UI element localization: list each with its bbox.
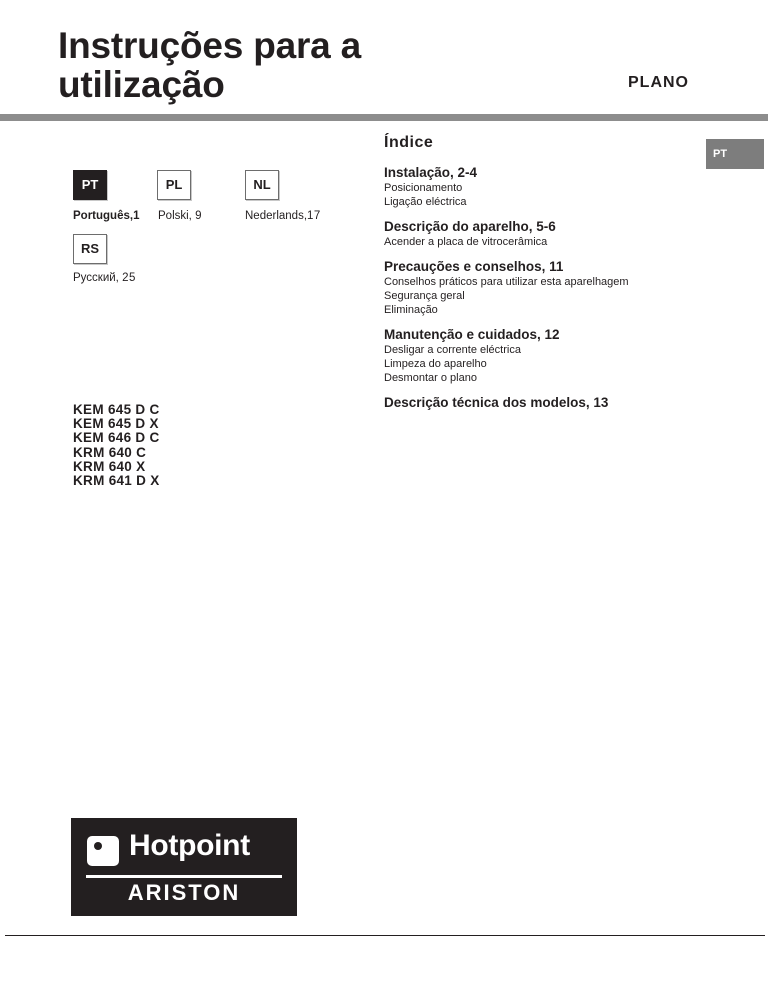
lang-button-pl[interactable]: PL: [157, 170, 191, 200]
toc-item[interactable]: Ligação eléctrica: [384, 196, 467, 208]
model-item: KEM 646 D C: [73, 430, 160, 446]
toc-section-maintenance: [384, 327, 704, 385]
footer-divider: [5, 935, 765, 936]
language-tab[interactable]: PT: [706, 139, 764, 169]
toc-heading[interactable]: Descrição do aparelho, 5-6: [384, 219, 556, 234]
model-item: KRM 640 C: [73, 444, 147, 460]
toc-item[interactable]: Posicionamento: [384, 182, 463, 194]
toc-section-description: [384, 219, 704, 249]
toc-section-precautions: [384, 259, 704, 317]
toc-item[interactable]: Segurança geral: [384, 290, 465, 302]
toc-heading[interactable]: Descrição técnica dos modelos, 13: [384, 395, 609, 410]
lang-label-pl[interactable]: Polski, 9: [158, 210, 202, 222]
toc-item[interactable]: Eliminação: [384, 304, 438, 316]
lang-label-rs[interactable]: Русский, 25: [73, 272, 136, 284]
model-item: KRM 641 D X: [73, 473, 160, 489]
model-item: KEM 645 D C: [73, 402, 160, 417]
logo-divider: [86, 875, 282, 878]
model-item: KEM 645 D X: [73, 416, 159, 432]
header-divider: [0, 114, 768, 121]
toc-item[interactable]: Conselhos práticos para utilizar esta aparelhagem: [384, 276, 629, 288]
toc-item[interactable]: Desligar a corrente eléctrica: [384, 344, 521, 356]
model-list: [73, 403, 160, 488]
product-name: PLANO: [628, 74, 689, 91]
toc-item[interactable]: Limpeza do aparelho: [384, 358, 487, 370]
brand-mark-icon: [87, 836, 119, 866]
hotpoint-ariston-logo: [71, 818, 297, 916]
table-of-contents: [384, 165, 704, 421]
toc-item[interactable]: Desmontar o plano: [384, 372, 477, 384]
title-line-2: utilização: [58, 64, 225, 105]
title-line-1: Instruções para a: [58, 25, 362, 66]
toc-section-installation: [384, 165, 704, 209]
logo-subbrand: ARISTON: [127, 880, 241, 905]
model-item: KRM 640 X: [73, 458, 146, 474]
logo-brand: Hotpoint: [129, 829, 250, 862]
toc-heading[interactable]: Manutenção e cuidados, 12: [384, 327, 560, 342]
index-title: Índice: [384, 134, 434, 151]
lang-label-pt[interactable]: Português,1: [73, 210, 140, 222]
lang-button-nl[interactable]: NL: [245, 170, 279, 200]
lang-button-rs[interactable]: RS: [73, 234, 107, 264]
lang-label-nl[interactable]: Nederlands,17: [245, 210, 321, 222]
toc-heading[interactable]: Precauções e conselhos, 11: [384, 259, 564, 274]
toc-item[interactable]: Acender a placa de vitrocerâmica: [384, 236, 548, 248]
lang-button-pt[interactable]: PT: [73, 170, 107, 200]
toc-heading[interactable]: Instalação, 2-4: [384, 165, 478, 180]
document-title: [58, 26, 361, 104]
toc-section-technical: [384, 395, 704, 411]
